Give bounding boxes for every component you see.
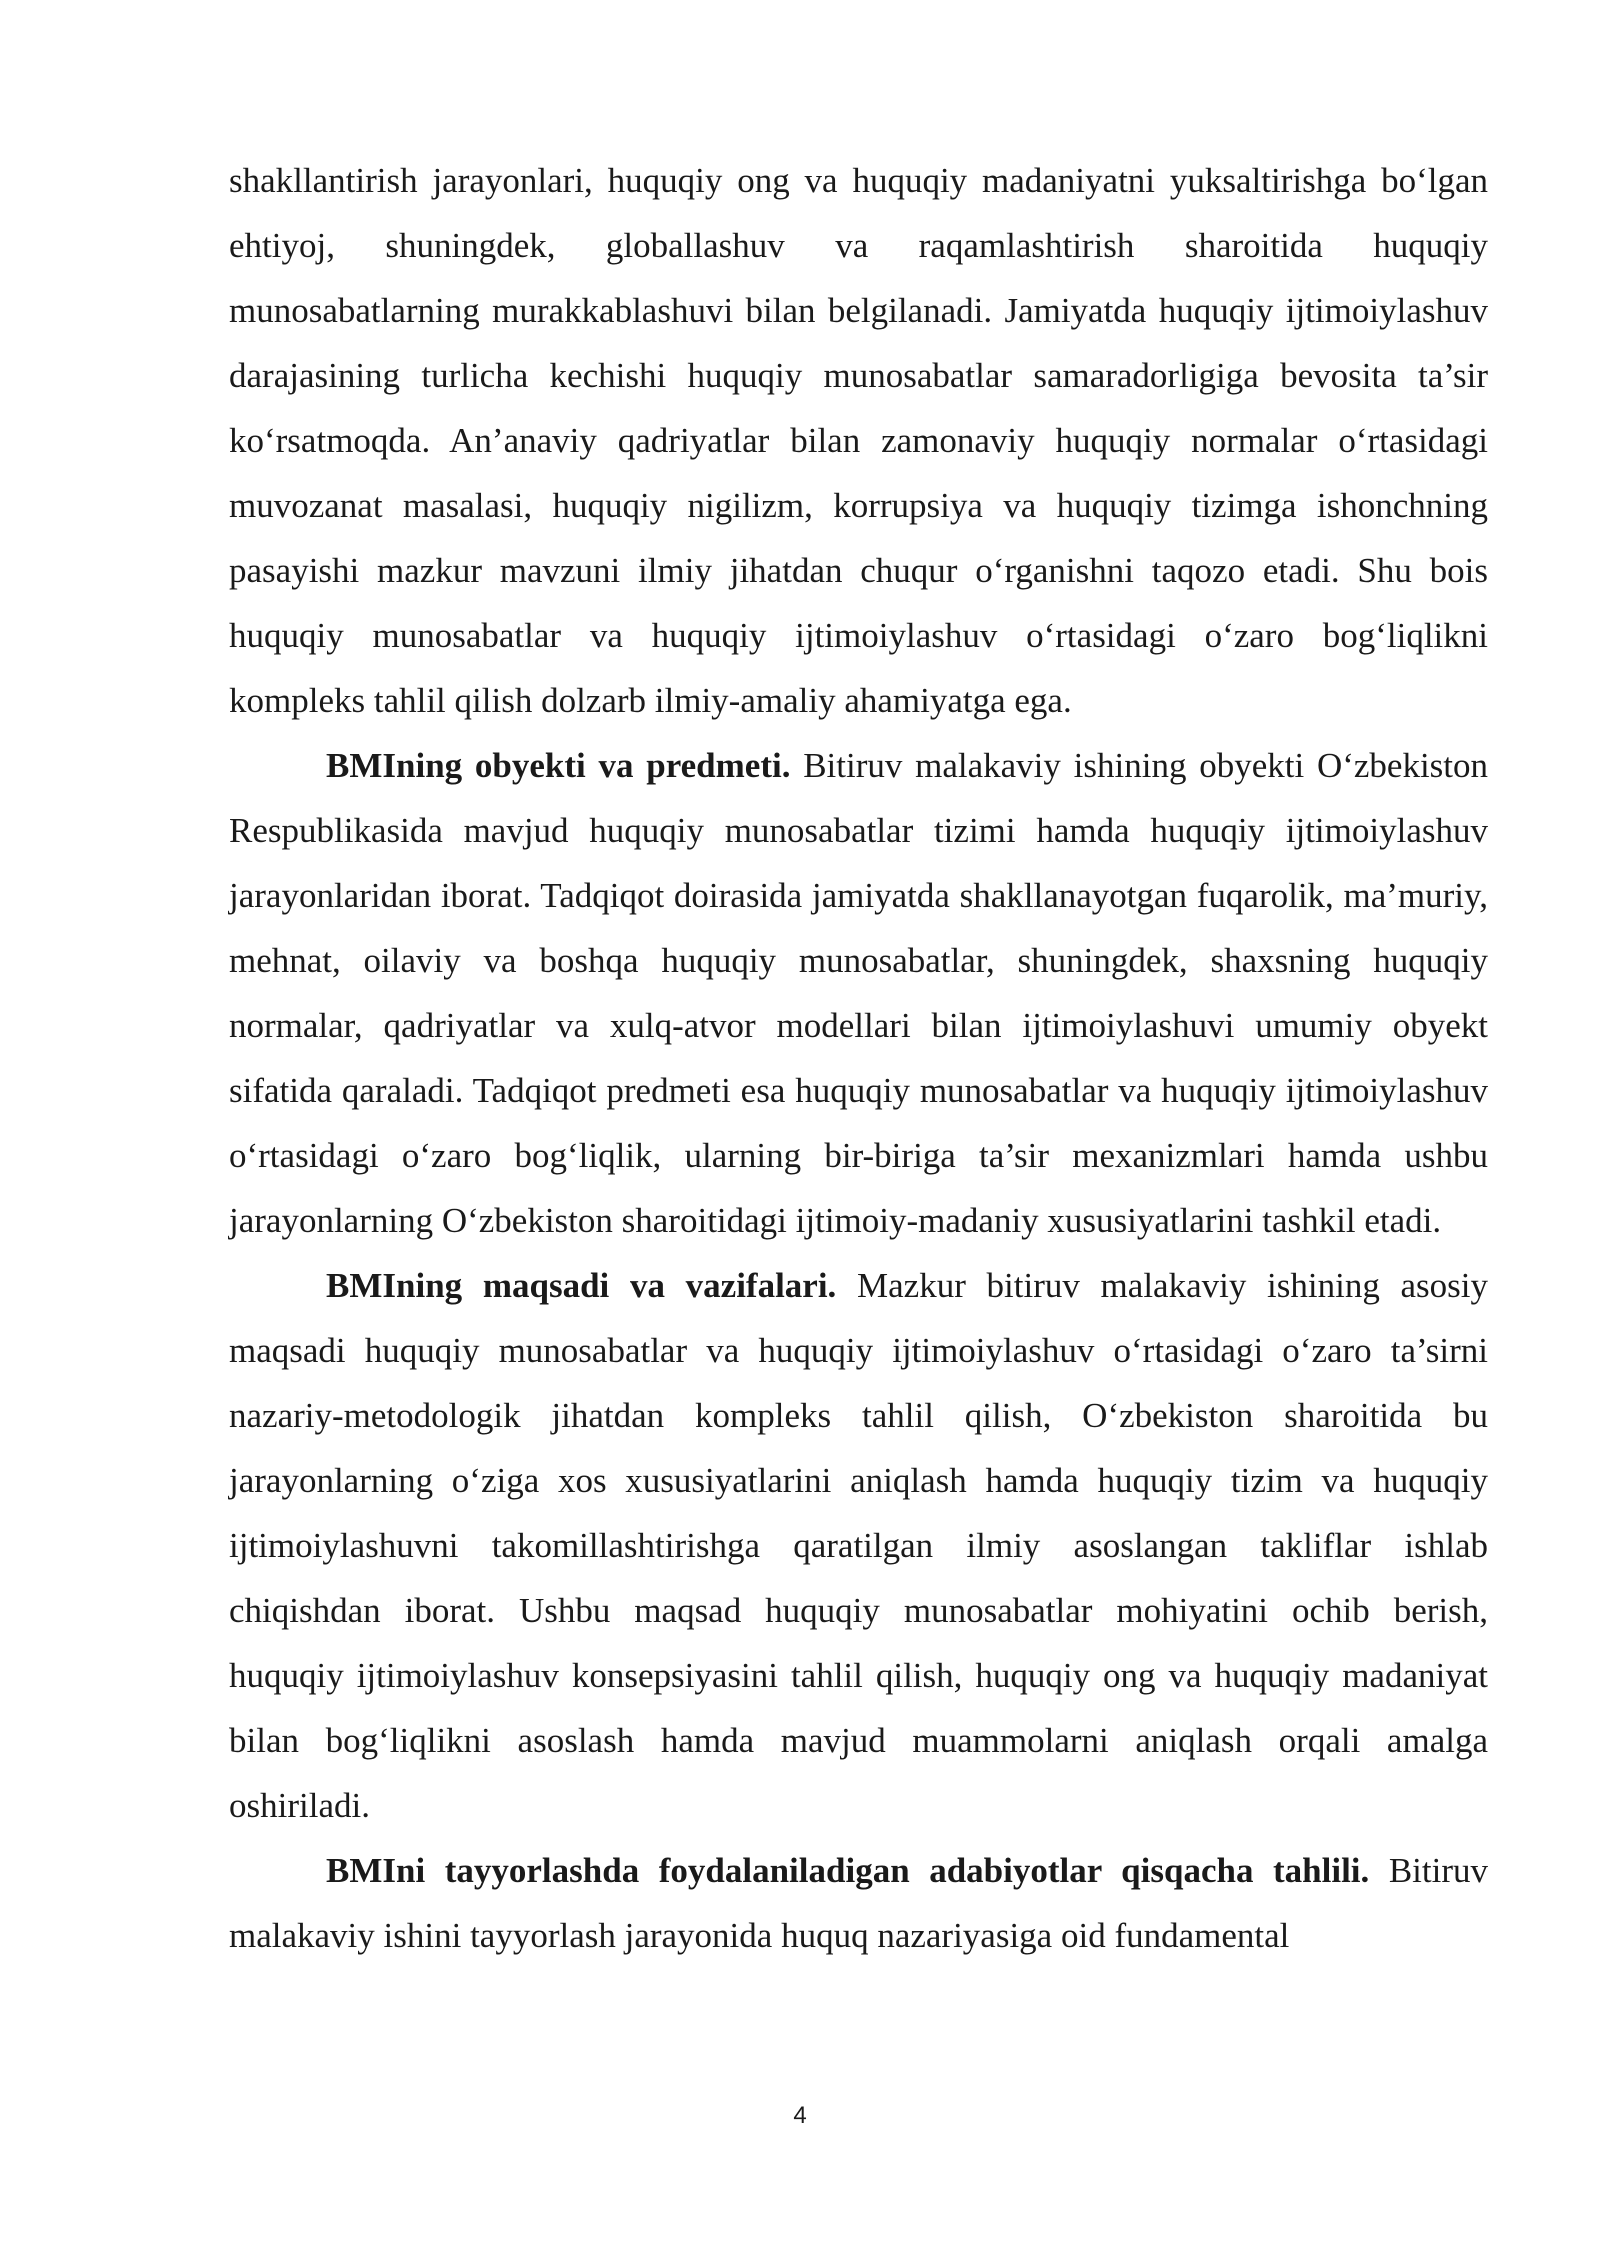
body-text [229,148,1488,1968]
paragraph-goal-tasks [229,1253,1488,1838]
paragraph-object-subject [229,733,1488,1253]
paragraph-goal-tasks-text: Mazkur bitiruv malakaviy ishining asosiy maqsadi huquqiy munosabatlar va huquqiy ijtimoiylashuv o‘rtasidagi o‘zaro ta’sirni nazariy-metodologik jihatdan kompleks tahlil qilish, O‘zbekiston sharoitida bu jarayonlarning o‘ziga xos xususiyatlarini aniqlash hamda huquqiy tizim va huquqiy ijtimoiylashuvni takomillashtirishga qaratilgan ilmiy asoslangan takliflar ishlab chiqishdan iborat. Ushbu maqsad huquqiy munosabatlar mohiyatini ochib berish, huquqiy ijtimoiylashuv konsepsiyasini tahlil qilish, huquqiy ong va huquqiy madaniyat bilan bog‘liqlikni asoslash hamda mavjud muammolarni aniqlash orqali amalga oshiriladi. [229,1266,1489,1825]
heading-goal-tasks: BMIning maqsadi va vazifalari. [326,1266,837,1305]
heading-object-subject: BMIning obyekti va predmeti. [326,746,791,785]
paragraph-object-subject-text: Bitiruv malakaviy ishining obyekti O‘zbekiston Respublikasida mavjud huquqiy munosabatlar tizimi hamda huquqiy ijtimoiylashuv jarayonlaridan iborat. Tadqiqot doirasida jamiyatda shakllanayotgan fuqarolik, ma’muriy, mehnat, oilaviy va boshqa huquqiy munosabatlar, shuningdek, shaxsning huquqiy normalar, qadriyatlar va xulq-atvor modellari bilan ijtimoiylashuvi umumiy obyekt sifatida qaraladi. Tadqiqot predmeti esa huquqiy munosabatlar va huquqiy ijtimoiylashuv o‘rtasidagi o‘zaro bog‘liqlik, ularning bir-biriga ta’sir mexanizmlari hamda ushbu jarayonlarning O‘zbekiston sharoitidagi ijtimoiy-madaniy xususiyatlarini tashkil etadi. [229,746,1489,1240]
paragraph-literature-review [229,1838,1488,1968]
paragraph-intro [229,148,1488,733]
heading-literature-review: BMIni tayyorlashda foydalaniladigan adabiyotlar qisqacha tahlili. [326,1851,1370,1890]
page-number: 4 [793,2102,807,2129]
paragraph-intro-text: shakllantirish jarayonlari, huquqiy ong va huquqiy madaniyatni yuksaltirishga bo‘lgan ehtiyoj, shuningdek, globallashuv va raqamlashtirish sharoitida huquqiy munosabatlarning murakkablashuvi bilan belgilanadi. Jamiyatda huquqiy ijtimoiylashuv darajasining turlicha kechishi huquqiy munosabatlar samaradorligiga bevosita ta’sir ko‘rsatmoqda. An’anaviy qadriyatlar bilan zamonaviy huquqiy normalar o‘rtasidagi muvozanat masalasi, huquqiy nigilizm, korrupsiya va huquqiy tizimga ishonchning pasayishi mazkur mavzuni ilmiy jihatdan chuqur o‘rganishni taqozo etadi. Shu bois huquqiy munosabatlar va huquqiy ijtimoiylashuv o‘rtasidagi o‘zaro bog‘liqlikni kompleks tahlil qilish dolzarb ilmiy-amaliy ahamiyatga ega. [229,161,1488,720]
paragraph-literature-review-text: Bitiruv malakaviy ishini tayyorlash jarayonida huquq nazariyasiga oid fundamental [229,1851,1488,1955]
